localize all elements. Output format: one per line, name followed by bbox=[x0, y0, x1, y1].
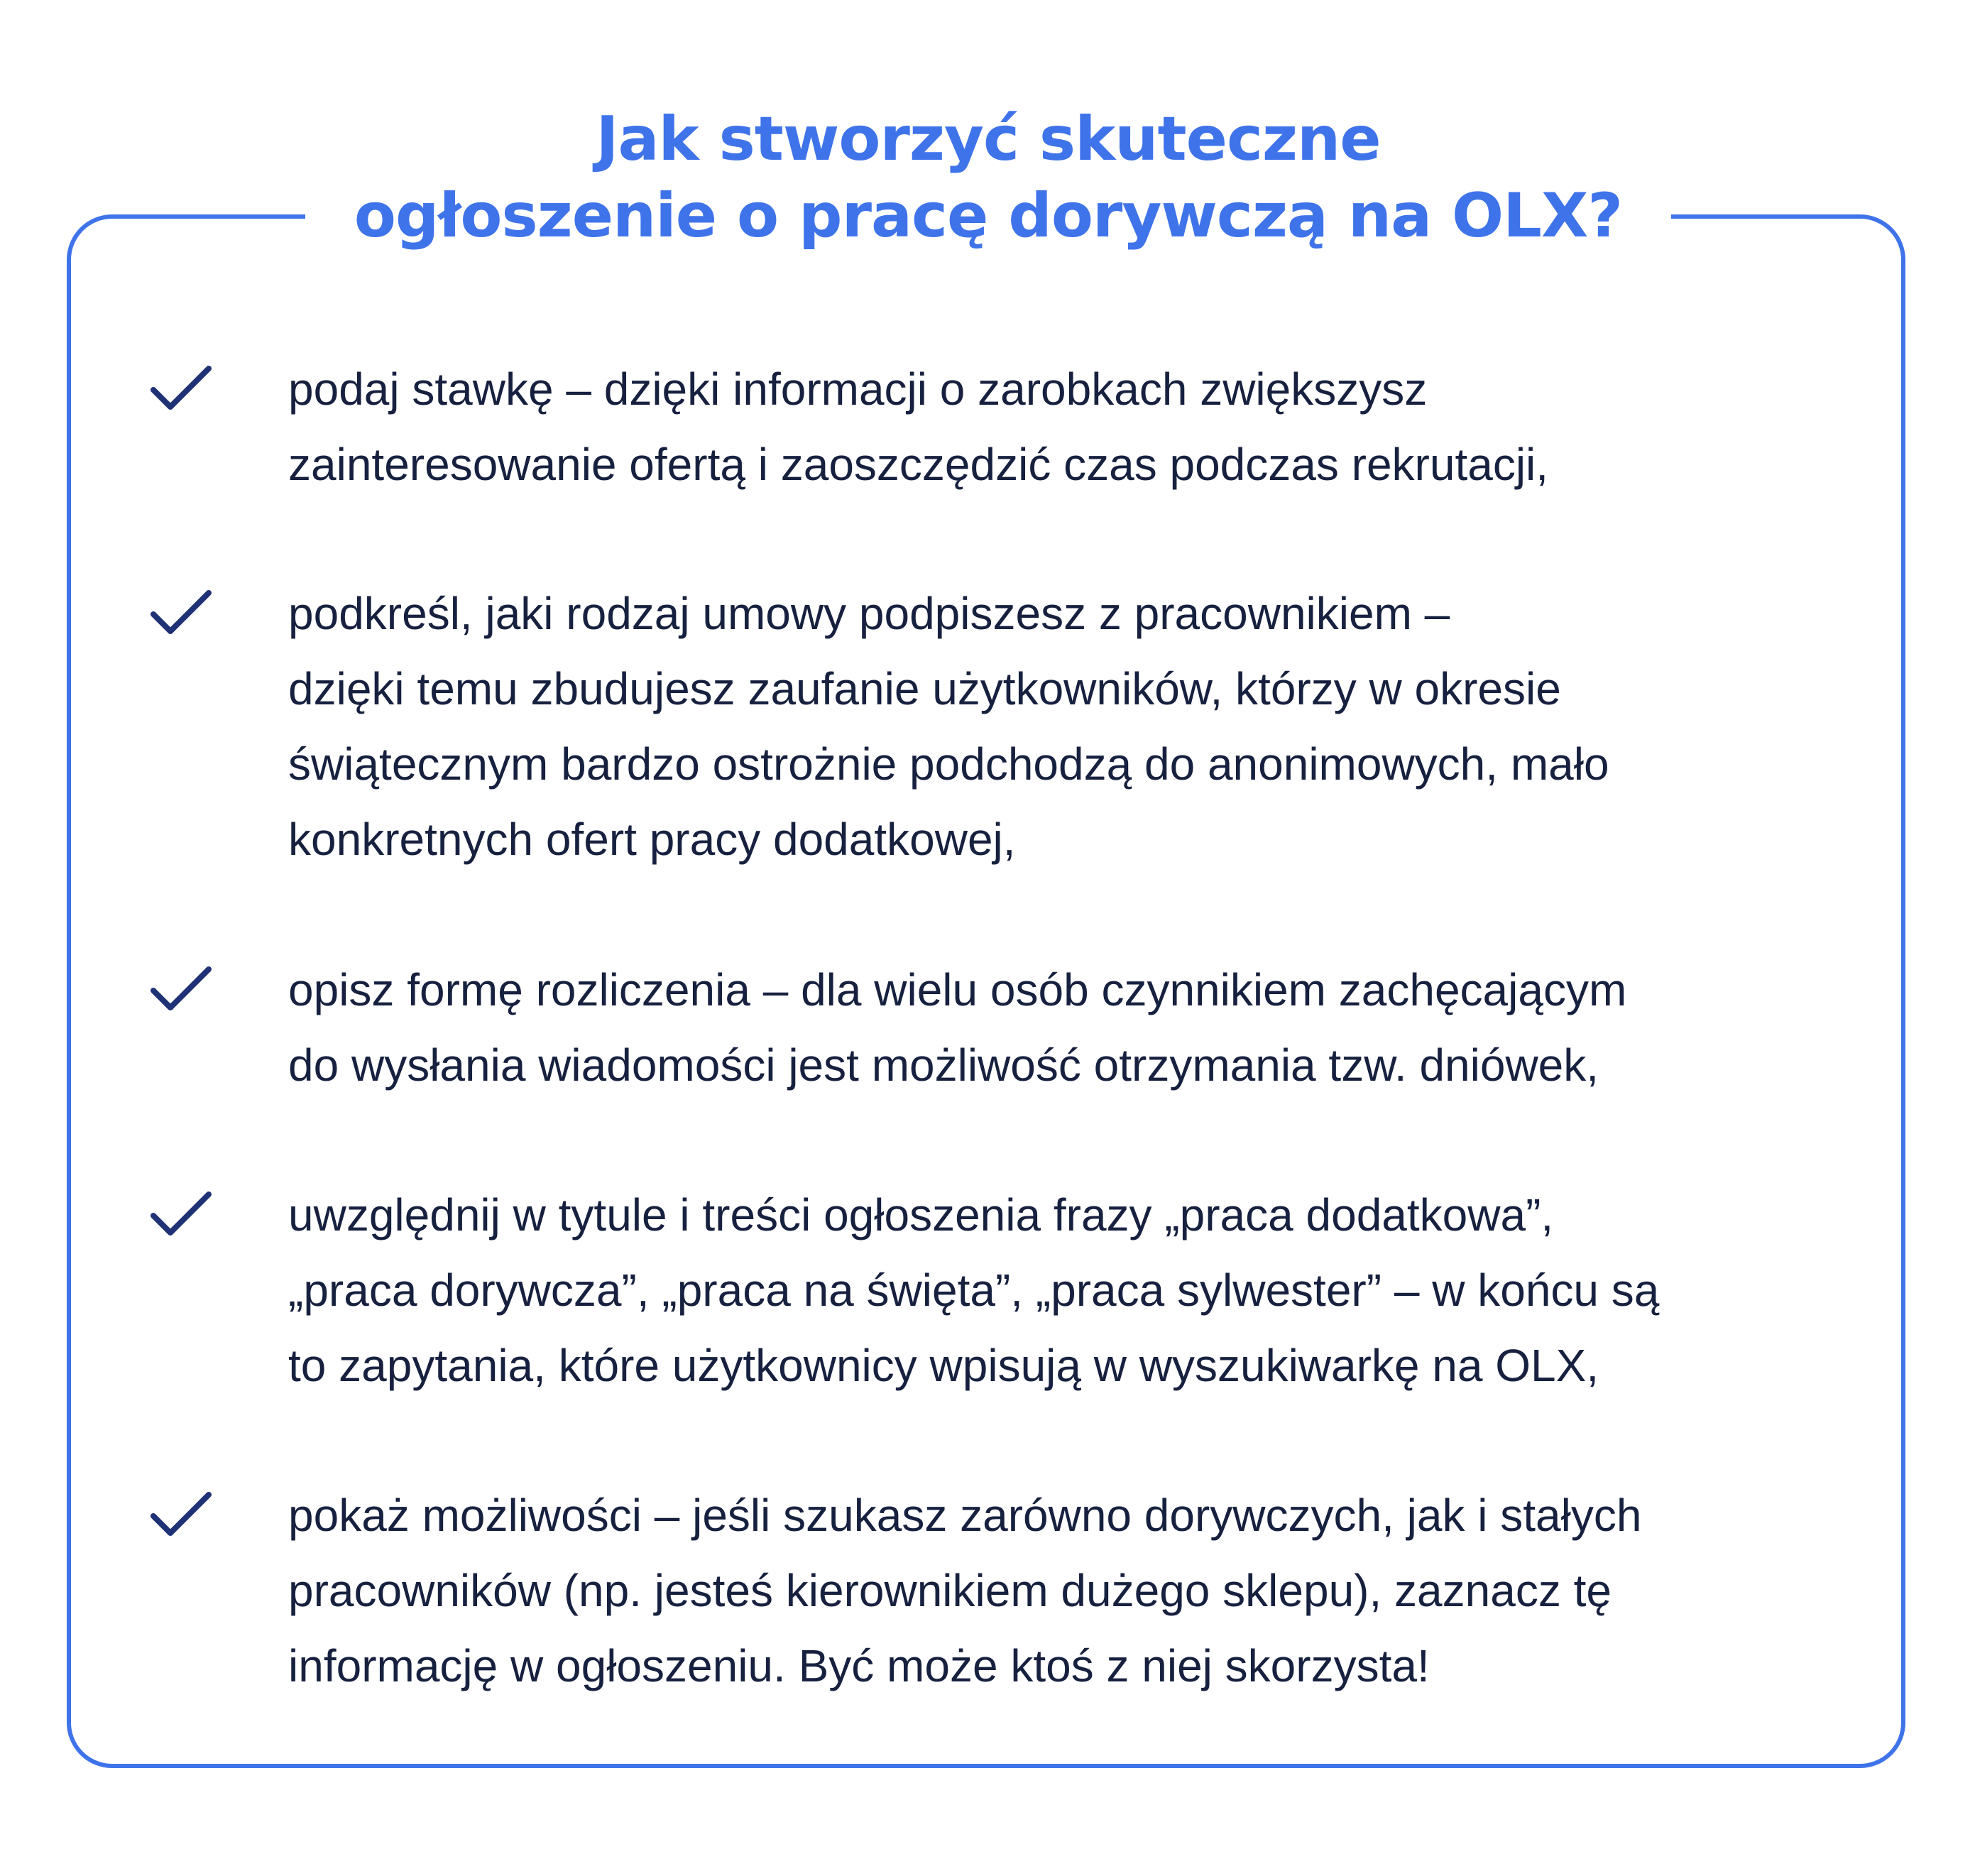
list-item-line: podaj stawkę – dzięki informacji o zarobkach zwiększysz bbox=[288, 364, 1428, 415]
title-line-1: Jak stworzyć skuteczne bbox=[596, 104, 1381, 175]
list-item-line: konkretnych ofert pracy dodatkowej, bbox=[288, 814, 1016, 865]
checkmark-icon bbox=[149, 589, 213, 640]
list-item-line: uwzględnij w tytule i treści ogłoszenia frazy „praca dodatkowa”, bbox=[288, 1189, 1554, 1240]
list-item-text bbox=[288, 576, 1829, 877]
list-item-line: „praca dorywcza”, „praca na święta”, „praca sylwester” – w końcu są bbox=[288, 1265, 1660, 1316]
list-item-line: pokaż możliwości – jeśli szukasz zarówno dorywczych, jak i stałych bbox=[288, 1490, 1642, 1541]
checkmark-icon bbox=[149, 1490, 213, 1542]
list-item-line: podkreśl, jaki rodzaj umowy podpiszesz z pracownikiem – bbox=[288, 588, 1450, 639]
checkmark-icon bbox=[149, 1190, 213, 1241]
title-line-2: ogłoszenie o pracę dorywczą na OLX? bbox=[354, 180, 1623, 251]
list-item-text bbox=[288, 351, 1829, 502]
list-item-line: informację w ogłoszeniu. Być może ktoś z niej skorzysta! bbox=[288, 1640, 1430, 1691]
page-title bbox=[305, 101, 1671, 254]
checkmark-icon bbox=[149, 965, 213, 1016]
list-item-line: opisz formę rozliczenia – dla wielu osób czynnikiem zachęcającym bbox=[288, 964, 1627, 1015]
checkmark-icon bbox=[149, 364, 213, 415]
list-item-text bbox=[288, 1177, 1829, 1403]
list-item-text bbox=[288, 952, 1829, 1103]
list-item-line: to zapytania, które użytkownicy wpisują w wyszukiwarkę na OLX, bbox=[288, 1340, 1599, 1391]
list-item-line: pracowników (np. jesteś kierownikiem dużego sklepu), zaznacz tę bbox=[288, 1565, 1612, 1616]
list-item-line: świątecznym bardzo ostrożnie podchodzą do anonimowych, mało bbox=[288, 738, 1609, 790]
list-item-line: dzięki temu zbudujesz zaufanie użytkowników, którzy w okresie bbox=[288, 663, 1561, 714]
list-item-text bbox=[288, 1478, 1829, 1703]
list-item-line: do wysłania wiadomości jest możliwość otrzymania tzw. dniówek, bbox=[288, 1040, 1599, 1091]
list-item-line: zainteresowanie ofertą i zaoszczędzić czas podczas rekrutacji, bbox=[288, 439, 1549, 490]
